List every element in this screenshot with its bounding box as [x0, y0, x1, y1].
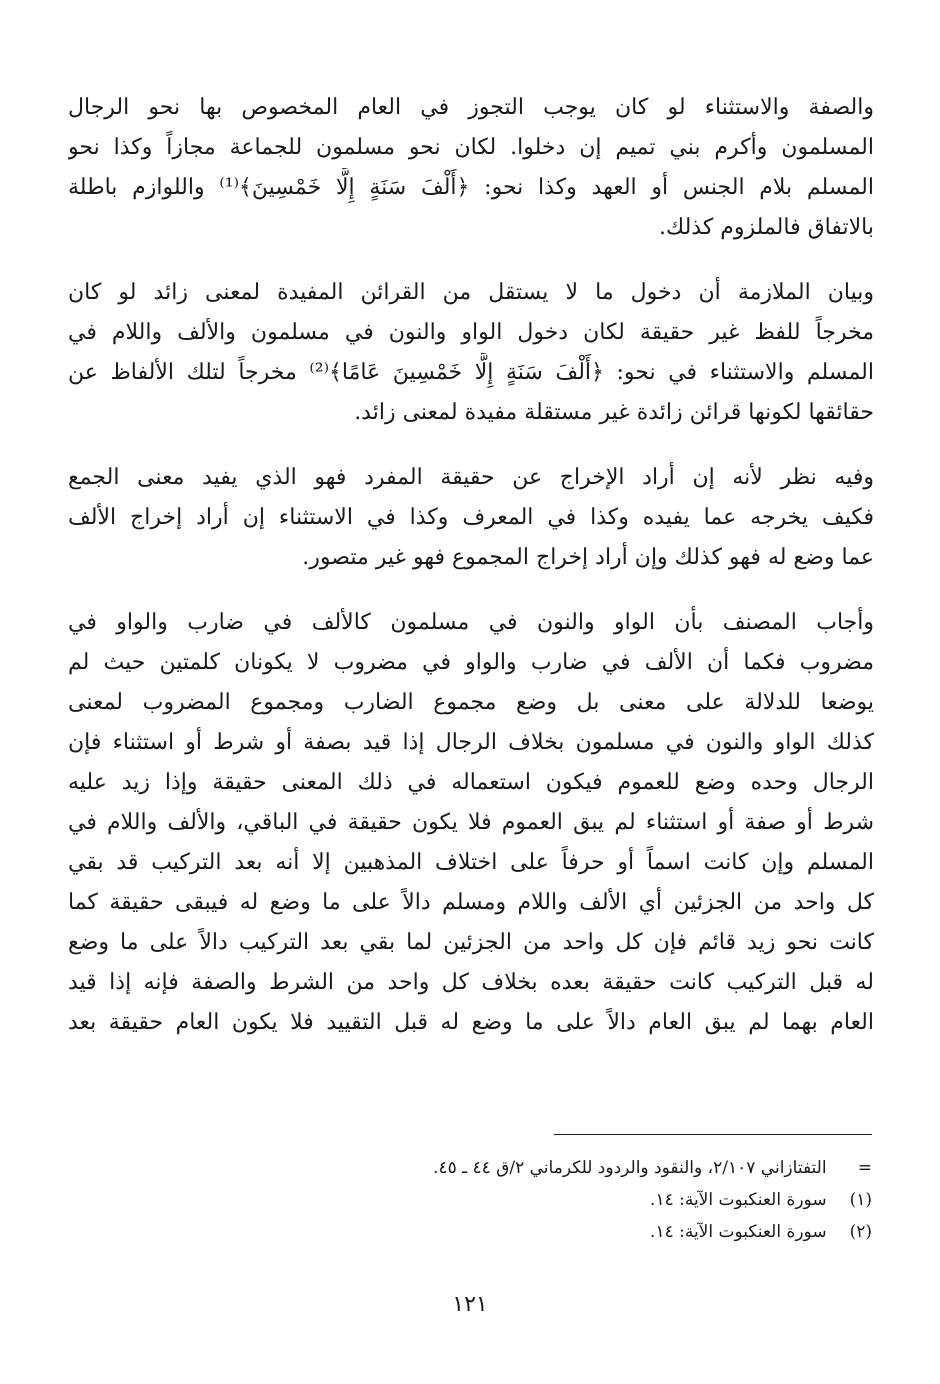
text-line: كل واحد من الجزئين أي الألف واللام ومسلم دالاً على ما وضع له فيبقى حقيقة كما: [68, 890, 874, 915]
text-line: مخرجاً للفظ غير حقيقة لكان دخول الواو والنون في مسلمون والألف واللام في: [68, 320, 874, 345]
footnote-text: سورة العنكبوت الآية: ١٤.: [650, 1190, 827, 1210]
text-line: الرجال وحده وضع للعموم فيكون استعماله في ذلك المعنى حقيقة وإذا زيد عليه: [68, 770, 874, 795]
paragraph-1: [68, 88, 874, 248]
paragraph-2: [68, 273, 874, 433]
text-line: كانت نحو زيد قائم فإن كل واحد من الجزئين لما بقي بعد التركيب دالاً على ما وضع: [68, 930, 874, 955]
text-line: فكيف يخرجه عما يفيده وكذا في المعرف وكذا في الاستثناء إن أراد إخراج الألف: [68, 505, 874, 530]
paragraph-3: [68, 458, 874, 578]
text-line: شرط أو صفة أو استثناء لم يبق العموم فلا يكون حقيقة في الباقي، والألف واللام في: [68, 810, 874, 835]
footnote-marker: =: [857, 1158, 872, 1178]
text-line: بالاتفاق فالملزوم كذلك.: [659, 215, 874, 240]
text-line: يوضعا للدلالة على معنى بل وضع مجموع الضارب ومجموع المضروب لمعنى: [68, 690, 874, 715]
text-line: له قبل التركيب كانت حقيقة بعده بخلاف كل واحد من الشرط والصفة فإنه إذا قيد: [68, 970, 874, 995]
text-line: وبيان الملازمة أن دخول ما لا يستقل من القرائن المفيدة لمعنى زائد لو كان: [68, 280, 874, 305]
text-line: العام بهما لم يبق العام دالاً على ما وضع له قبل التقييد فلا يكون العام حقيقة بعد: [68, 1010, 874, 1035]
footnote-divider: [554, 1134, 872, 1135]
text-line: والصفة والاستثناء لو كان يوجب التجوز في العام المخصوص بها نحو الرجال: [68, 95, 874, 120]
text-line: مضروب فكما أن الألف في ضارب والواو في مضروب لا يكونان كلمتين حيث لم: [68, 650, 874, 675]
text-line: المسلم وإن كانت اسماً أو حرفاً على اختلاف المذهبين إلا أنه بعد التركيب قد بقي: [68, 850, 874, 875]
footnote-2: [300, 1216, 872, 1248]
text-line: المسلمون وأكرم بني تميم إن دخلوا. لكان نحو مسلمون للجماعة مجازاً وكذا نحو: [68, 135, 874, 160]
paragraph-4: [68, 603, 874, 1043]
footnote-text: سورة العنكبوت الآية: ١٤.: [650, 1222, 827, 1242]
text-line: وفيه نظر لأنه إن أراد الإخراج عن حقيقة المفرد فهو الذي يفيد معنى الجمع: [68, 465, 874, 490]
text-line: وأجاب المصنف بأن الواو والنون في مسلمون كالألف في ضارب والواو في: [68, 610, 874, 635]
footnotes: [300, 1152, 872, 1248]
footnote-1: [300, 1184, 872, 1216]
page-number: ١٢١: [452, 1292, 488, 1317]
footnote-continued: [300, 1152, 872, 1184]
text-line: عما وضع له فهو كذلك وإن أراد إخراج المجموع فهو غير متصور.: [302, 545, 874, 570]
text-line: حقائقها لكونها قرائن زائدة غير مستقلة مفيدة لمعنى زائد.: [354, 400, 874, 425]
footnote-marker: (١): [849, 1190, 872, 1210]
main-text: [68, 88, 874, 1068]
text-line: كذلك الواو والنون في مسلمون بخلاف الرجال إذا قيد بصفة أو شرط أو استثناء فإن: [68, 730, 874, 755]
text-line: المسلم بلام الجنس أو العهد وكذا نحو: ﴿أَلْفَ سَنَةٍ إِلَّا خَمْسِينَ﴾⁽¹⁾ واللوازم باطلة: [68, 175, 874, 200]
footnote-marker: (٢): [849, 1222, 872, 1242]
text-line: المسلم والاستثناء في نحو: ﴿أَلْفَ سَنَةٍ إِلَّا خَمْسِينَ عَامًا﴾⁽²⁾ مخرجاً لتلك الألفاظ عن: [68, 360, 874, 385]
footnote-text: التفتازاني ٢/١٠٧، والنقود والردود للكرماني ٢/ق ٤٤ ـ ٤٥.: [433, 1158, 827, 1178]
